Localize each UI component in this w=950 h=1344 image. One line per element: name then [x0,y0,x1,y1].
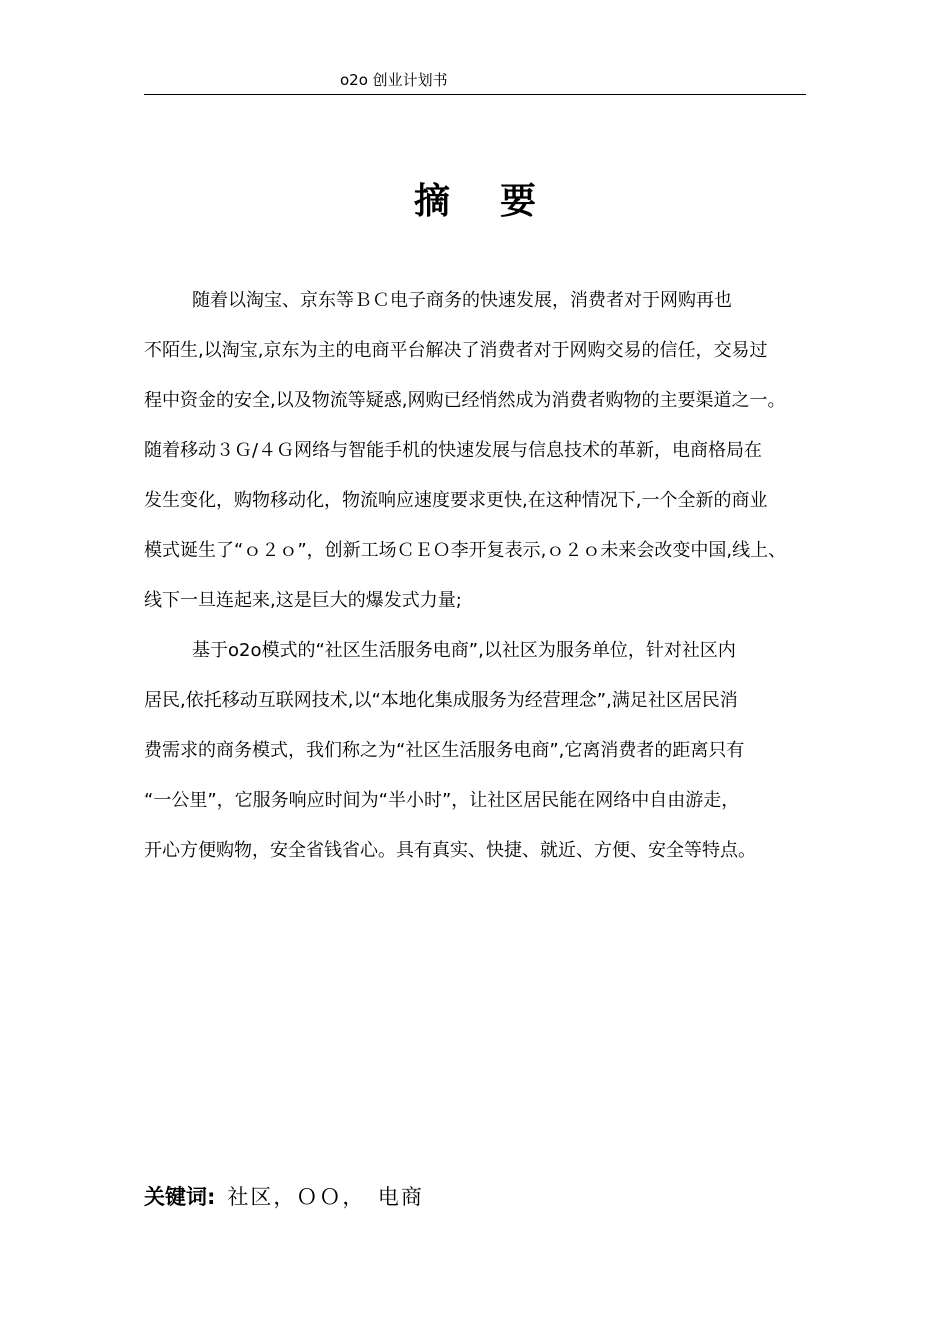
paragraph-1-line-5: 发生变化，购物移动化，物流响应速度要求更快,在这种情况下,一个全新的商业 [144,490,768,511]
keywords-label: 关键词: [144,1185,216,1209]
keywords-line [144,1180,424,1214]
page-title: 摘要 [413,181,586,222]
keywords-value: 社区，ＯＯ， 电商 [227,1185,424,1209]
running-header [144,70,806,95]
paragraph-1-line-4: 随着移动３Ｇ/４Ｇ网络与智能手机的快速发展与信息技术的革新，电商格局在 [144,440,763,461]
paragraph-2-line-5: 开心方便购物，安全省钱省心。具有真实、快捷、就近、方便、安全等特点。 [144,840,756,861]
paragraph-2-line-2: 居民,依托移动互联网技术,以“本地化集成服务为经营理念”,满足社区居民消 [144,690,738,711]
paragraph-1-line-6: 模式诞生了“ｏ２ｏ”，创新工场ＣＥＯ李开复表示,ｏ２ｏ未来会改变中国,线上、 [144,540,787,561]
paragraph-1-line-2: 不陌生,以淘宝,京东为主的电商平台解决了消费者对于网购交易的信任，交易过 [144,340,768,361]
running-header-title: o2o 创业计划书 [340,71,448,89]
paragraph-2-line-3: 费需求的商务模式，我们称之为“社区生活服务电商”,它离消费者的距离只有 [144,740,745,761]
paragraph-1-line-1: 随着以淘宝、京东等ＢＣ电子商务的快速发展，消费者对于网购再也 [192,290,732,311]
paragraph-2-line-1: 基于o2o模式的“社区生活服务电商”,以社区为服务单位，针对社区内 [192,640,736,661]
paragraph-1-line-3: 程中资金的安全,以及物流等疑惑,网购已经悄然成为消费者购物的主要渠道之一。 [144,390,786,411]
paragraph-2-line-4: “一公里”，它服务响应时间为“半小时”，让社区居民能在网络中自由游走， [144,790,740,811]
abstract-body [144,276,808,876]
paragraph-1-line-7: 线下一旦连起来,这是巨大的爆发式力量; [144,590,462,611]
